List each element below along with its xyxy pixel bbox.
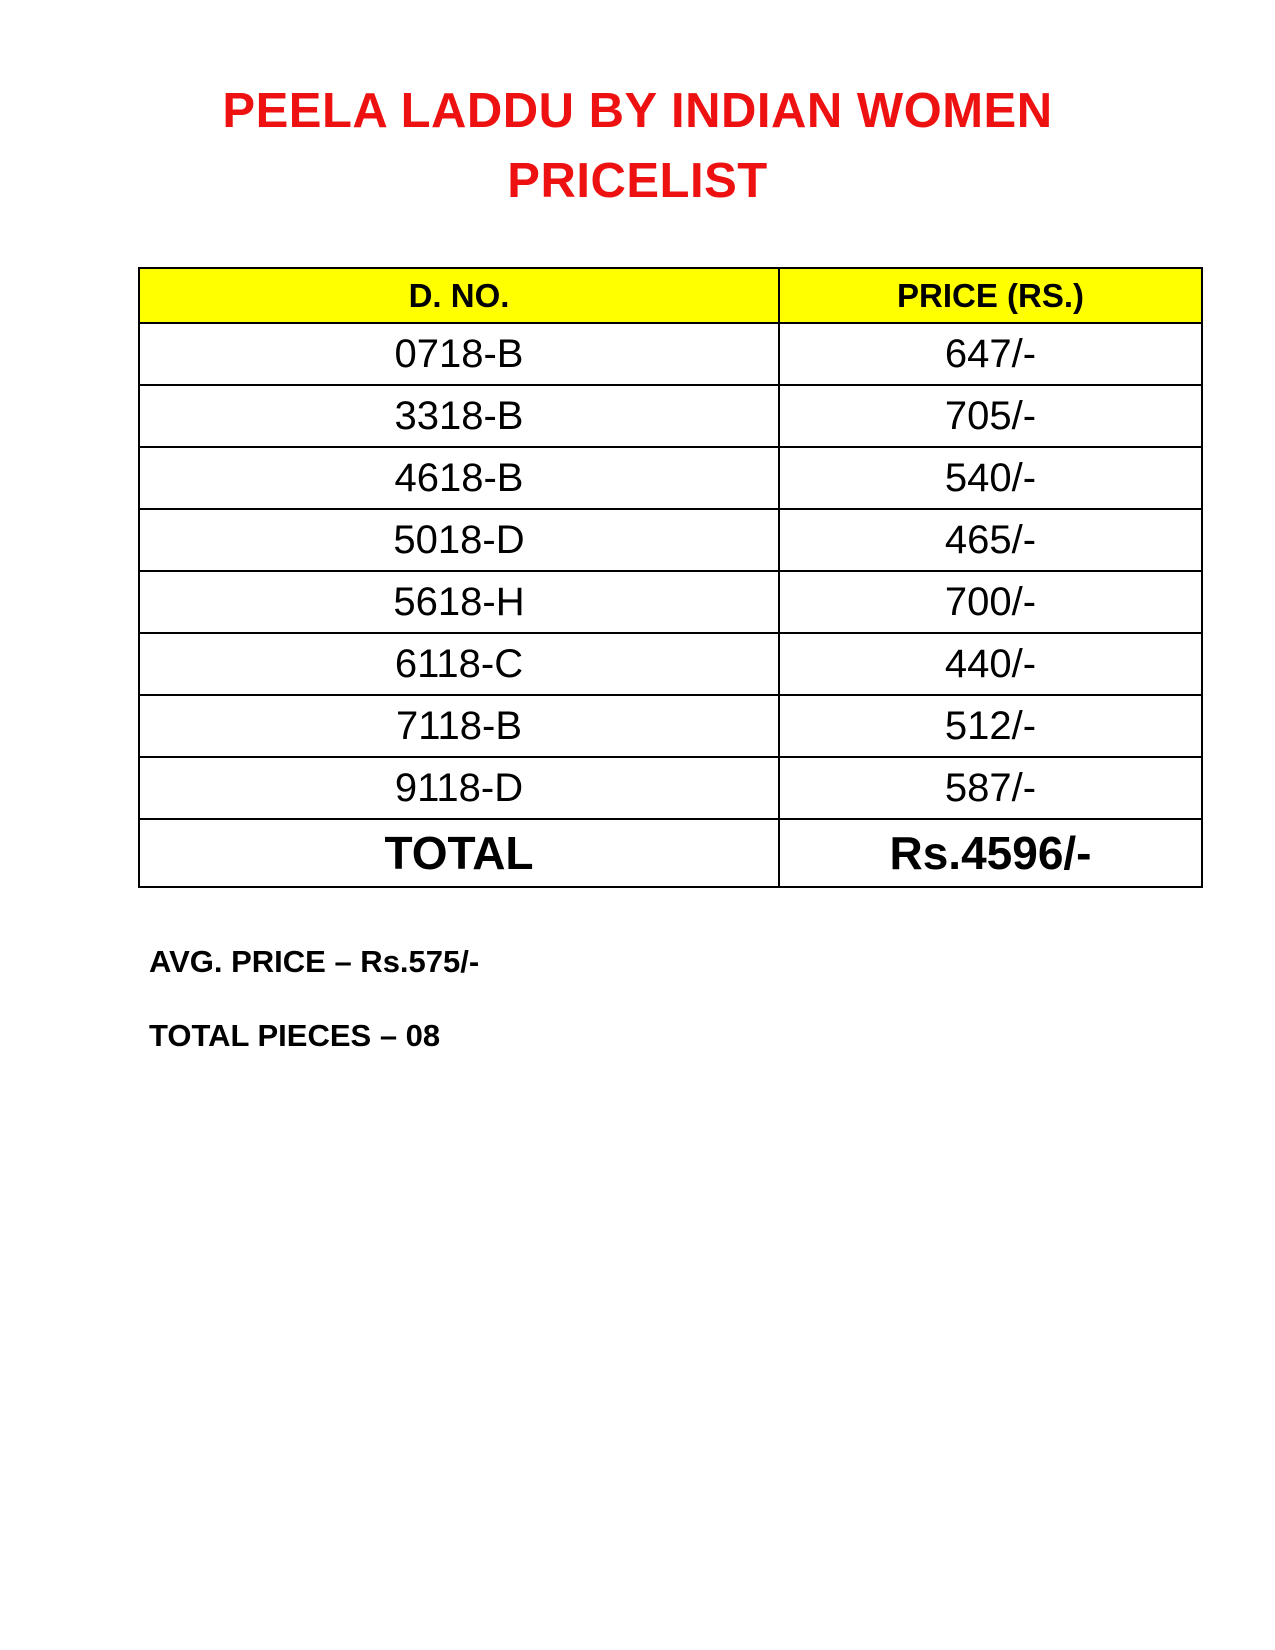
cell-dno: 9118-D <box>139 757 779 819</box>
cell-dno: 5618-H <box>139 571 779 633</box>
cell-price: 705/- <box>779 385 1202 447</box>
table-row <box>139 323 1202 385</box>
page-subtitle: PRICELIST <box>507 154 768 208</box>
table-row <box>139 757 1202 819</box>
table-row <box>139 509 1202 571</box>
table-row <box>139 447 1202 509</box>
total-row <box>139 819 1202 887</box>
cell-price: 540/- <box>779 447 1202 509</box>
cell-dno: 4618-B <box>139 447 779 509</box>
cell-dno: 3318-B <box>139 385 779 447</box>
cell-price: 440/- <box>779 633 1202 695</box>
table-row <box>139 571 1202 633</box>
cell-price: 647/- <box>779 323 1202 385</box>
avg-price-text: AVG. PRICE – Rs.575/- <box>149 944 480 979</box>
cell-dno: 5018-D <box>139 509 779 571</box>
price-table <box>138 267 1203 888</box>
page-title: PEELA LADDU BY INDIAN WOMEN <box>222 84 1053 138</box>
total-value: Rs.4596/- <box>779 819 1202 887</box>
cell-price: 700/- <box>779 571 1202 633</box>
cell-price: 512/- <box>779 695 1202 757</box>
table-row <box>139 385 1202 447</box>
header-dno: D. NO. <box>139 268 779 323</box>
cell-dno: 0718-B <box>139 323 779 385</box>
table-row <box>139 633 1202 695</box>
cell-dno: 6118-C <box>139 633 779 695</box>
cell-price: 465/- <box>779 509 1202 571</box>
table-row <box>139 695 1202 757</box>
total-pieces-text: TOTAL PIECES – 08 <box>149 1018 441 1053</box>
total-label: TOTAL <box>139 819 779 887</box>
cell-price: 587/- <box>779 757 1202 819</box>
table-header-row <box>139 268 1202 323</box>
cell-dno: 7118-B <box>139 695 779 757</box>
header-price: PRICE (RS.) <box>779 268 1202 323</box>
